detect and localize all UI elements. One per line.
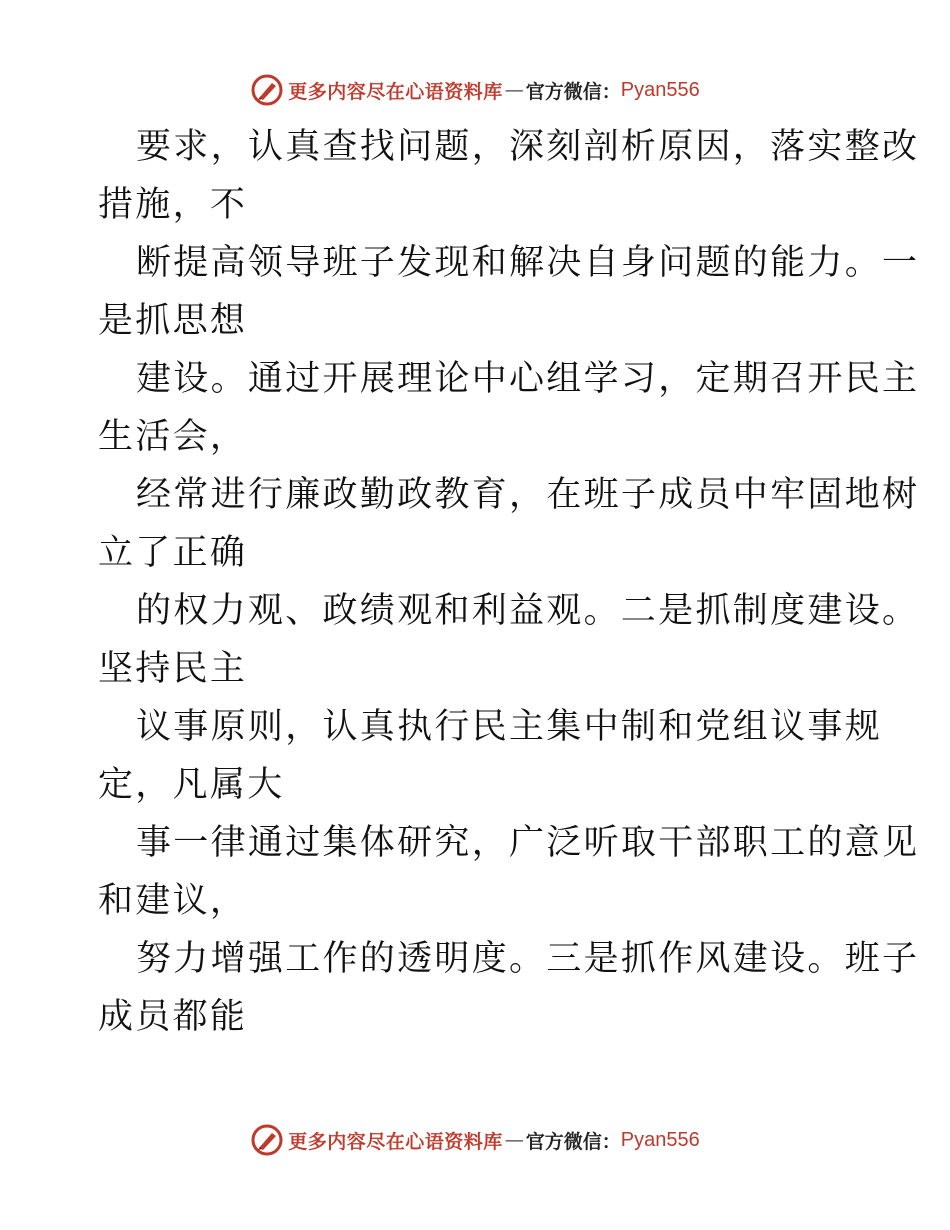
pen-logo-icon — [250, 1123, 284, 1157]
paragraph-line-6 — [98, 698, 883, 814]
line-text-wrap: 成员都能 — [98, 997, 248, 1037]
line-text-wrap: 是抓思想 — [98, 301, 248, 341]
paragraph-line-1 — [98, 118, 920, 234]
line-text-wrap: 立了正确 — [98, 533, 248, 573]
watermark-separator: — — [504, 79, 524, 101]
paragraph-line-3 — [98, 350, 920, 466]
line-text: 议事原则，认真执行民主集中制和党组议事规 — [136, 707, 883, 747]
line-text: 要求，认真查找问题，深刻剖析原因，落实整改 — [136, 127, 920, 167]
watermark-label: 官方微信： — [525, 80, 621, 103]
watermark-site-text: 更多内容尽在心语资料库 — [288, 80, 503, 103]
paragraph-line-7 — [98, 814, 920, 930]
line-text: 断提高领导班子发现和解决自身问题的能力。一 — [136, 243, 920, 283]
line-text: 的权力观、政绩观和利益观。二是抓制度建设。 — [136, 591, 920, 631]
pen-logo-icon — [250, 73, 284, 107]
watermark-site-text: 更多内容尽在心语资料库 — [288, 1130, 503, 1153]
paragraph-line-4 — [98, 466, 920, 582]
line-text: 建设。通过开展理论中心组学习，定期召开民主 — [136, 359, 920, 399]
watermark-wechat-id: Pyan556 — [620, 1128, 700, 1151]
paragraph-line-2 — [98, 234, 920, 350]
paragraph-line-8 — [98, 930, 920, 1046]
document-body — [98, 118, 920, 1046]
line-text-wrap: 坚持民主 — [98, 649, 248, 689]
watermark-wechat-id: Pyan556 — [620, 78, 700, 101]
line-text-wrap: 措施，不 — [98, 185, 248, 225]
line-text: 经常进行廉政勤政教育，在班子成员中牢固地树 — [136, 475, 920, 515]
line-text: 努力增强工作的透明度。三是抓作风建设。班子 — [136, 939, 920, 979]
watermark-separator: — — [504, 1129, 524, 1151]
footer-watermark — [0, 1120, 950, 1160]
line-text-wrap: 定，凡属大 — [98, 765, 285, 805]
paragraph-line-5 — [98, 582, 920, 698]
line-text-wrap: 和建议， — [98, 881, 248, 921]
line-text: 事一律通过集体研究，广泛听取干部职工的意见 — [136, 823, 920, 863]
header-watermark — [0, 70, 950, 110]
line-text-wrap: 生活会， — [98, 417, 248, 457]
watermark-label: 官方微信： — [525, 1130, 621, 1153]
